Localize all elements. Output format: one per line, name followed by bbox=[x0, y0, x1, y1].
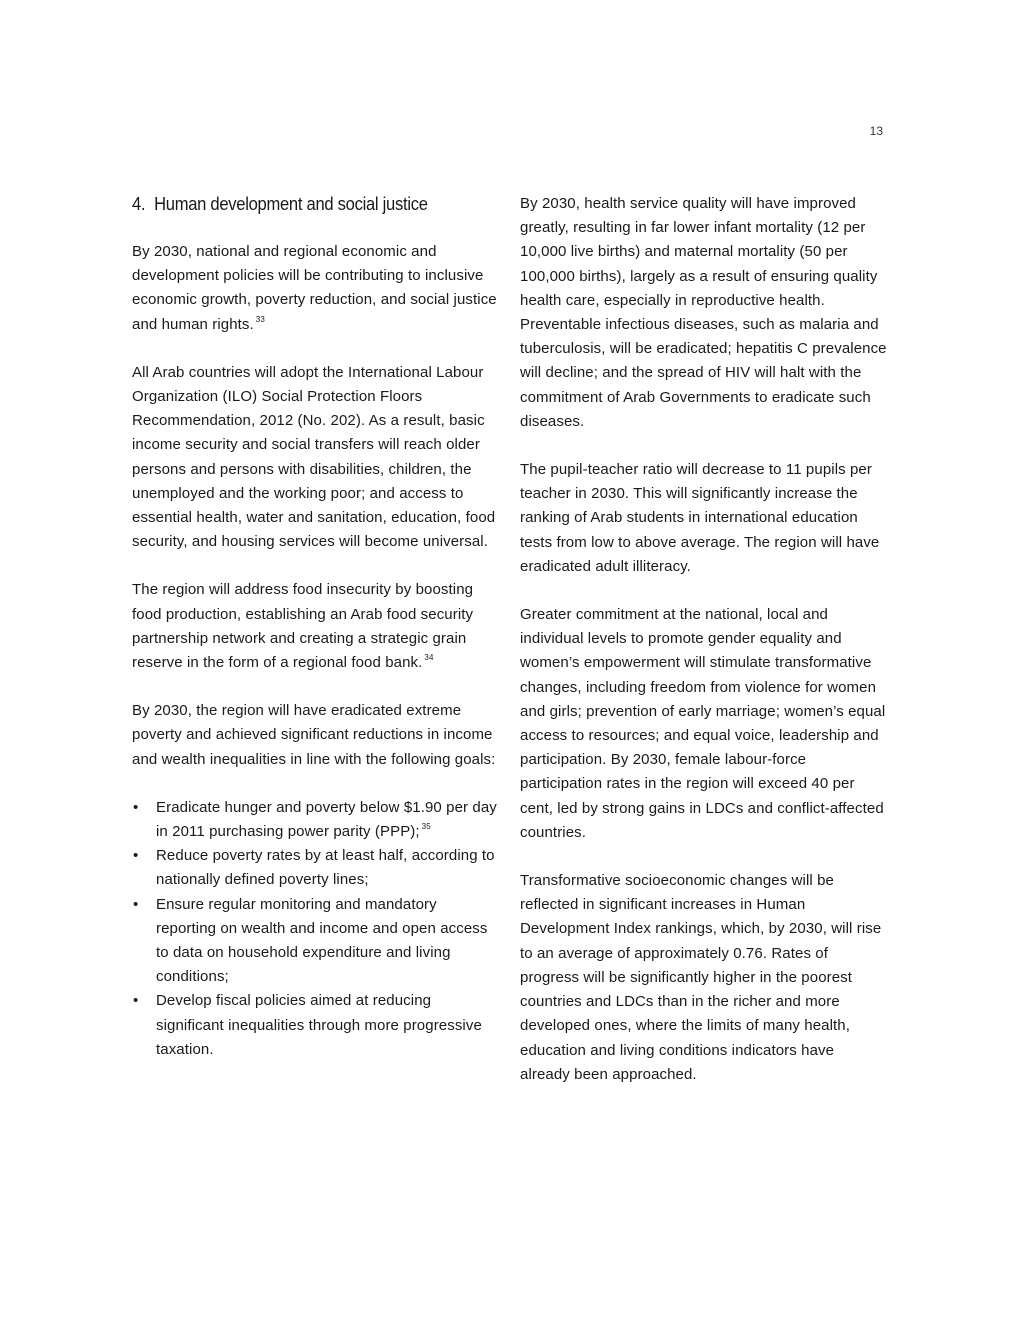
goals-list bbox=[132, 796, 500, 1062]
list-item bbox=[132, 796, 500, 844]
list-item-text: Reduce poverty rates by at least half, according to nationally defined poverty lines; bbox=[156, 847, 495, 889]
paragraph-education: The pupil-teacher ratio will decrease to 11 pupils per teacher in 2030. This will significantly increase the ranking of Arab students in international education tests from low to above average. The region will have eradicated adult illiteracy. bbox=[520, 461, 880, 575]
paragraph-policies bbox=[132, 240, 500, 337]
paragraph-hdi: Transformative socioeconomic changes will be reflected in significant increases in Human Development Index rankings, which, by 2030, will rise to an average of approximately 0.76. Rates of progress will be significantly higher in the poorest countries and LDCs than in the richer and more developed ones, where the limits of many health, education and living conditions indicators have already been approached. bbox=[520, 872, 882, 1083]
paragraph-text: The region will address food insecurity by boosting food production, establishing an Arab food security partnership network and creating a strategic grain reserve in the form of a regional food bank. bbox=[132, 581, 474, 672]
list-item-text: Eradicate hunger and poverty below $1.90 per day in 2011 purchasing power parity (PPP); bbox=[156, 798, 497, 841]
paragraph-poverty: By 2030, the region will have eradicated extreme poverty and achieved significant reductions in income and wealth inequalities in line with the following goals: bbox=[132, 702, 496, 768]
paragraph-health: By 2030, health service quality will have improved greatly, resulting in far lower infant mortality (12 per 10,000 live births) and maternal mortality (50 per 100,000 births), largely as a result of ensuring quality health care, especially in reproductive health. Preventable infectious diseases, such as malaria and tuberculosis, will be eradicated; hepatitis C prevalence will decline; and the spread of HIV will halt with the commitment of Arab Governments to eradicate such diseases. bbox=[520, 195, 887, 430]
section-heading bbox=[132, 192, 471, 216]
paragraph-gender-equality: Greater commitment at the national, local and individual levels to promote gender equality and women’s empowerment will stimulate transformative changes, including freedom from violence for women and girls; prevention of early marriage; women’s equal access to resources; and equal voice, leadership and participation. By 2030, female labour-force participation rates in the region will exceed 40 per cent, led by strong gains in LDCs and conflict-affected countries. bbox=[520, 606, 886, 841]
paragraph-food-security bbox=[132, 578, 500, 675]
list-item-text: Develop fiscal policies aimed at reducing significant inequalities through more progressive taxation. bbox=[156, 992, 482, 1058]
footnote-ref: 34 bbox=[424, 653, 434, 663]
page-number: 13 bbox=[869, 124, 883, 138]
footnote-ref: 33 bbox=[255, 314, 265, 324]
list-item bbox=[132, 989, 500, 1062]
section-title: Human development and social justice bbox=[154, 194, 428, 214]
list-item bbox=[132, 844, 500, 892]
paragraph-text: By 2030, national and regional economic and development policies will be contributing to inclusive economic growth, poverty reduction, and social justice and human rights. bbox=[132, 243, 497, 333]
list-item-text: Ensure regular monitoring and mandatory reporting on wealth and income and open access to data on household expenditure and living conditions; bbox=[156, 895, 488, 986]
left-column bbox=[132, 192, 500, 1062]
right-column bbox=[520, 192, 888, 1111]
section-number: 4. bbox=[132, 194, 146, 214]
list-item bbox=[132, 893, 500, 990]
paragraph-ilo: All Arab countries will adopt the International Labour Organization (ILO) Social Protection Floors Recommendation, 2012 (No. 202). As a result, basic income security and social transfers will reach older persons and persons with disabilities, children, the unemployed and the working poor; and access to essential health, water and sanitation, education, food security, and housing services will become universal. bbox=[132, 363, 496, 551]
footnote-ref: 35 bbox=[421, 822, 431, 832]
